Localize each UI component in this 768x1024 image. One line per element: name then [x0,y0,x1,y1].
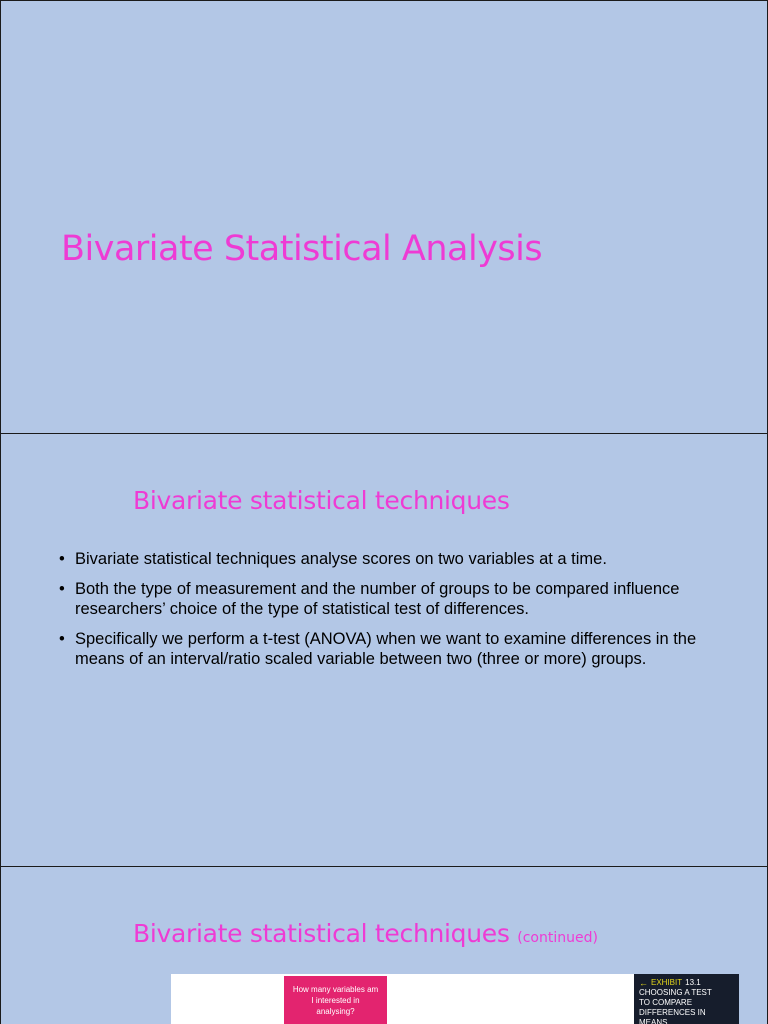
slide-heading: Bivariate statistical techniques [133,486,510,515]
exhibit-label: EXHIBIT [651,978,683,987]
flowchart-question-text: How many variables am I interested in analysing? [292,984,379,1016]
slide-title-text: Bivariate Statistical Analysis [61,229,543,269]
bullet-item [59,629,709,670]
exhibit-label-panel [634,974,739,1024]
exhibit-caption: CHOOSING A TEST TO COMPARE DIFFERENCES IN MEANS [639,988,712,1024]
slide-heading [133,919,598,948]
bullet-item [59,579,709,620]
bullet-text: Specifically we perform a t-test (ANOVA) when we want to examine differences in the means of an interval/ratio scaled variable between two (three or more) groups. [75,629,697,668]
bullet-icon: • [59,550,65,568]
flowchart-question-box [284,976,387,1024]
arrow-left-icon: ← [639,978,648,988]
slide-title [0,0,768,434]
bullet-list [59,549,709,679]
bullet-item [59,549,709,570]
slide-techniques-continued [0,866,768,1024]
slide-techniques [0,433,768,867]
bullet-icon: • [59,579,65,598]
bullet-text: Both the type of measurement and the number of groups to be compared influence researchers’ choice of the type of statistical test of differences. [75,579,680,618]
bullet-icon: • [59,629,65,648]
bullet-text: Bivariate statistical techniques analyse scores on two variables at a time. [75,550,607,568]
exhibit-number: 13.1 [685,978,701,987]
slide-heading-suffix: (continued) [517,930,598,946]
slide-heading-text: Bivariate statistical techniques [133,919,510,948]
exhibit-header [639,978,734,988]
exhibit-figure [171,974,739,1024]
